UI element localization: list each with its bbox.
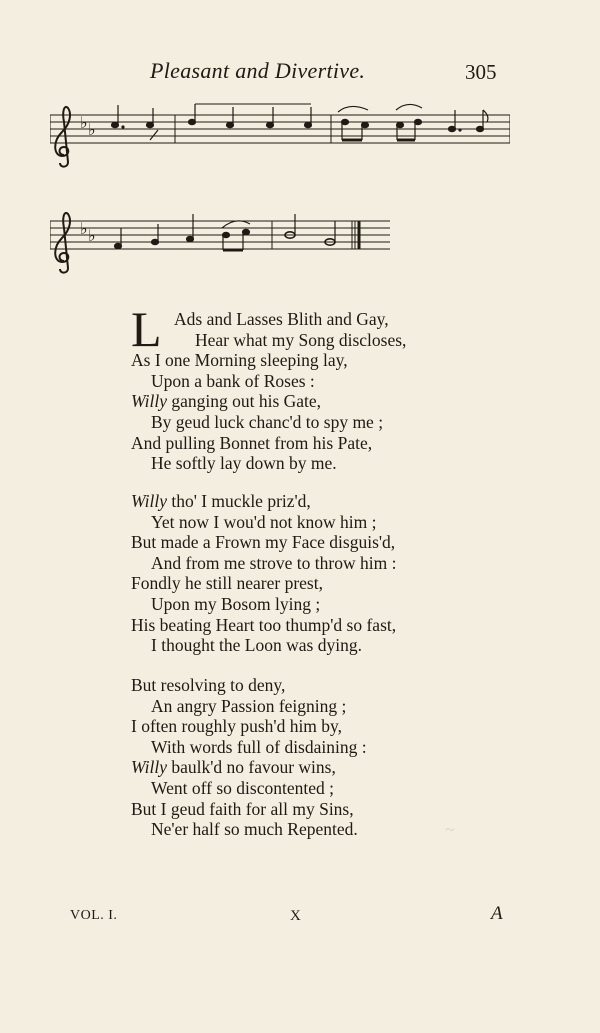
svg-text:♭: ♭ [88, 228, 96, 245]
music-staff-1 [50, 100, 510, 175]
verse-line: I thought the Loon was dying. [151, 635, 362, 656]
verse-line: By geud luck chanc'd to spy me ; [151, 411, 384, 432]
verse-line: His beating Heart too thump'd so fast, [131, 614, 397, 635]
verse-line: Ads and Lasses Blith and Gay, [174, 309, 389, 329]
stanza-3 [131, 675, 551, 840]
verse-line: But resolving to deny, [131, 675, 286, 695]
page-number: 305 [465, 60, 497, 84]
verse-line: Fondly he still nearer prest, [131, 573, 323, 594]
verse-line: Willy baulk'd no favour wins, [131, 757, 336, 778]
verse-line: An angry Passion feigning ; [151, 695, 347, 716]
verse-line: Ne'er half so much Repented. [151, 819, 358, 840]
stanza-1 [131, 309, 551, 474]
verse-line: Went off so discontented ; [151, 777, 334, 798]
verse-line: I often roughly push'd him by, [131, 716, 343, 737]
verse-line: With words full of disdaining : [151, 736, 367, 757]
verse-line: Yet now I wou'd not know him ; [151, 511, 377, 532]
verse-line: As I one Morning sleeping lay, [131, 350, 348, 371]
verse-line: And from me strove to throw him : [151, 552, 397, 573]
verse-line: But made a Frown my Face disguis'd, [131, 532, 396, 553]
verse-line: But I geud faith for all my Sins, [131, 798, 354, 819]
verse-line: He softly lay down by me. [151, 453, 337, 474]
verse-line: Willy ganging out his Gate, [131, 391, 322, 412]
verse-line: Willy tho' I muckle priz'd, [131, 491, 311, 511]
music-staff-2 [50, 206, 390, 276]
svg-text:♭: ♭ [80, 221, 88, 238]
verse-line: Upon my Bosom lying ; [151, 593, 321, 614]
volume-marker: VOL. I. [70, 908, 118, 923]
catchword: A [491, 903, 504, 924]
verse-line: Hear what my Song discloses, [195, 329, 407, 350]
drop-cap: L [131, 301, 162, 357]
running-title: Pleasant and Divertive. [150, 58, 366, 83]
verse-line: And pulling Bonnet from his Pate, [131, 432, 373, 453]
signature-mark: X [290, 908, 302, 924]
svg-text:♭: ♭ [88, 122, 96, 139]
svg-text:♭: ♭ [80, 115, 88, 132]
show-through-text: ~ [445, 820, 455, 839]
stanza-2 [131, 491, 551, 656]
verse-line: Upon a bank of Roses : [151, 370, 315, 391]
